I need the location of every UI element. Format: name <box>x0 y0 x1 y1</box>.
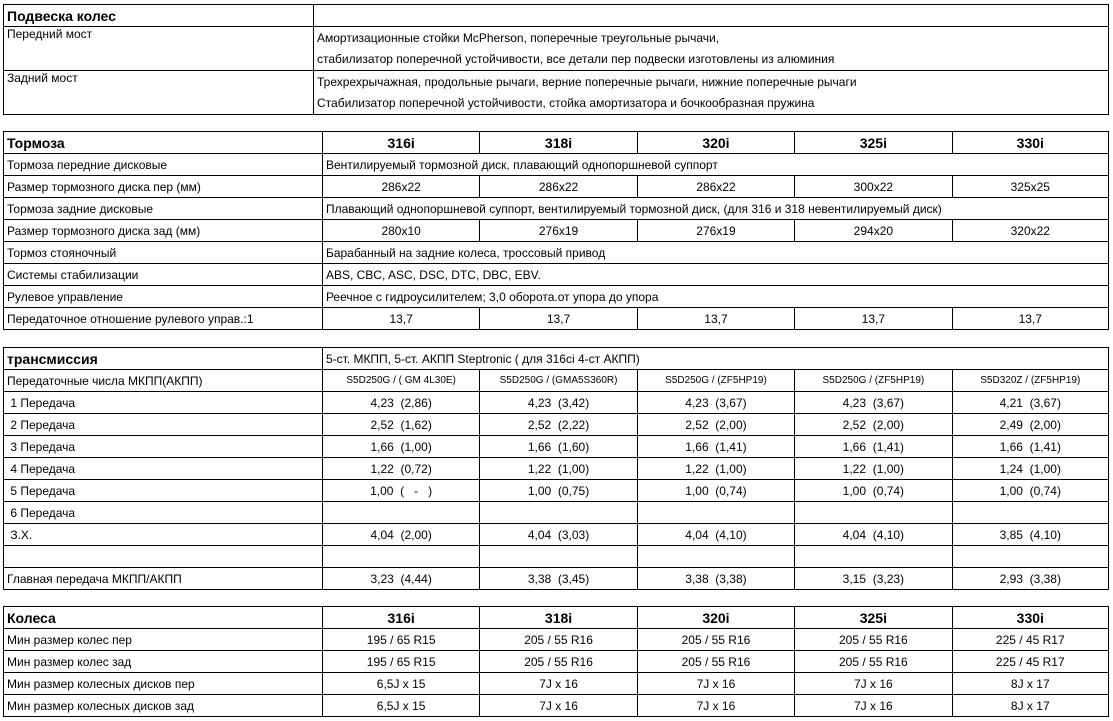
gear-value: 1,22 (1,00) <box>795 458 952 480</box>
gear-value: 1,66 (1,41) <box>952 436 1108 458</box>
wheels-title: Колеса <box>4 607 323 629</box>
gear-value: 4,23 (3,42) <box>480 392 637 414</box>
gear-ratios-label: Передаточные числа МКПП(АКПП) <box>4 370 323 392</box>
wheel-value: 205 / 55 R16 <box>480 651 637 673</box>
gear-value: 4,23 (3,67) <box>795 392 952 414</box>
front-disc-size-label: Размер тормозного диска пер (мм) <box>4 176 323 198</box>
front-disc-size: 325x25 <box>952 176 1108 198</box>
gear-value: 4,23 (2,86) <box>322 392 479 414</box>
gear-value: 1,66 (1,41) <box>795 436 952 458</box>
gear-value: 1,66 (1,41) <box>637 436 794 458</box>
wheel-value: 8J x 17 <box>952 673 1108 695</box>
wheel-value: 7J x 16 <box>637 673 794 695</box>
wheel-row <box>4 673 1109 695</box>
steering-ratio: 13,7 <box>795 308 952 330</box>
gear-value: 4,21 (3,67) <box>952 392 1108 414</box>
gear-row-label: 6 Передача <box>4 502 323 524</box>
wheel-row-label: Мин размер колесных дисков пер <box>4 673 323 695</box>
wheels-model-header: 318i <box>480 607 637 629</box>
wheel-row <box>4 695 1109 717</box>
wheel-value: 7J x 16 <box>480 695 637 717</box>
wheel-value: 7J x 16 <box>637 695 794 717</box>
steering-ratio-label: Передаточное отношение рулевого управ.:1 <box>4 308 323 330</box>
gear-value: 2,52 (2,00) <box>795 414 952 436</box>
rear-disc-size: 276x19 <box>480 220 637 242</box>
wheel-row-label: Мин размер колесных дисков зад <box>4 695 323 717</box>
brakes-model-header: 316i <box>322 132 479 154</box>
wheel-value: 7J x 16 <box>795 695 952 717</box>
wheels-model-header: 316i <box>322 607 479 629</box>
gear-value: 3,38 (3,45) <box>480 568 637 590</box>
steering-ratio: 13,7 <box>952 308 1108 330</box>
wheel-row <box>4 651 1109 673</box>
stabilization-text: ABS, CBC, ASC, DSC, DTC, DBC, EBV. <box>322 264 1108 286</box>
gear-value: 3,15 (3,23) <box>795 568 952 590</box>
gear-value: 1,00 (0,75) <box>480 480 637 502</box>
gear-value: 1,00 (0,74) <box>952 480 1108 502</box>
steering-label: Рулевое управление <box>4 286 323 308</box>
gear-value: 3,85 (4,10) <box>952 524 1108 546</box>
rear-disc-size: 320x22 <box>952 220 1108 242</box>
gear-value: 1,00 (0,74) <box>795 480 952 502</box>
gear-value: 2,93 (3,38) <box>952 568 1108 590</box>
wheel-value: 225 / 45 R17 <box>952 629 1108 651</box>
brakes-model-header: 330i <box>952 132 1108 154</box>
gear-row <box>4 546 1109 568</box>
rear-axle-text-2: Стабилизатор поперечной устойчивости, стойка амортизатора и бочкообразная пружина <box>314 93 1109 115</box>
brakes-table <box>3 131 1109 330</box>
rear-disc-size-label: Размер тормозного диска зад (мм) <box>4 220 323 242</box>
gear-value: 4,04 (4,10) <box>637 524 794 546</box>
wheel-value: 225 / 45 R17 <box>952 651 1108 673</box>
gear-row <box>4 436 1109 458</box>
wheels-table <box>3 606 1109 717</box>
gear-row <box>4 414 1109 436</box>
rear-axle-label: Задний мост <box>4 71 314 115</box>
gear-row-label: 5 Передача <box>4 480 323 502</box>
gear-value: 4,04 (3,03) <box>480 524 637 546</box>
wheel-value: 205 / 55 R16 <box>795 629 952 651</box>
gear-row-label: 2 Передача <box>4 414 323 436</box>
transmission-table <box>3 347 1109 590</box>
suspension-title: Подвеска колес <box>4 5 314 27</box>
transmission-title: трансмиссия <box>4 348 323 370</box>
gear-row <box>4 568 1109 590</box>
gear-value: 1,22 (0,72) <box>322 458 479 480</box>
rear-disc-size: 280x10 <box>322 220 479 242</box>
gear-value <box>322 502 479 524</box>
gear-row-label: 1 Передача <box>4 392 323 414</box>
gear-value: 1,22 (1,00) <box>480 458 637 480</box>
wheel-value: 8J x 17 <box>952 695 1108 717</box>
gear-row-label <box>4 546 323 568</box>
gear-value: 4,04 (2,00) <box>322 524 479 546</box>
rear-disc-size: 294x20 <box>795 220 952 242</box>
gearbox-code: S5D250G / (ZF5HP19) <box>795 370 952 392</box>
wheel-row-label: Мин размер колес зад <box>4 651 323 673</box>
rear-disc-size: 276x19 <box>637 220 794 242</box>
transmission-subtitle: 5-ст. МКПП, 5-ст. АКПП Steptronic ( для 316ci 4-ст АКПП) <box>322 348 1108 370</box>
wheels-model-header: 320i <box>637 607 794 629</box>
gear-row <box>4 480 1109 502</box>
gear-value: 3,38 (3,38) <box>637 568 794 590</box>
gear-row <box>4 392 1109 414</box>
gearbox-code: S5D250G / ( GM 4L30E) <box>322 370 479 392</box>
gear-row-label: З.Х. <box>4 524 323 546</box>
gear-value: 1,00 (0,74) <box>637 480 794 502</box>
wheel-value: 7J x 16 <box>795 673 952 695</box>
gear-value: 1,66 (1,60) <box>480 436 637 458</box>
gear-row <box>4 524 1109 546</box>
gear-value: 2,52 (2,00) <box>637 414 794 436</box>
gear-value: 2,52 (2,22) <box>480 414 637 436</box>
gear-value: 2,52 (1,62) <box>322 414 479 436</box>
front-axle-text-2: стабилизатор поперечной устойчивости, все детали пер подвески изготовлены из алюминия <box>314 49 1109 71</box>
gearbox-code: S5D250G / (GMA5S360R) <box>480 370 637 392</box>
gearbox-code: S5D320Z / (ZF5HP19) <box>952 370 1108 392</box>
rear-disc-text: Плавающий однопоршневой суппорт, вентилируемый тормозной диск, (для 316 и 318 невентилируемый диск) <box>322 198 1108 220</box>
gear-value <box>795 546 952 568</box>
wheel-value: 205 / 55 R16 <box>637 629 794 651</box>
wheel-value: 205 / 55 R16 <box>637 651 794 673</box>
gear-row-label: 3 Передача <box>4 436 323 458</box>
suspension-title-blank <box>314 5 1109 27</box>
front-disc-size: 286x22 <box>322 176 479 198</box>
wheel-value: 6,5J x 15 <box>322 695 479 717</box>
gear-value: 1,00 ( - ) <box>322 480 479 502</box>
gear-value: 2,49 (2,00) <box>952 414 1108 436</box>
gear-value <box>795 502 952 524</box>
wheel-value: 205 / 55 R16 <box>795 651 952 673</box>
gear-value <box>480 502 637 524</box>
gear-value <box>952 546 1108 568</box>
front-disc-size: 300x22 <box>795 176 952 198</box>
wheels-model-header: 330i <box>952 607 1108 629</box>
steering-ratio: 13,7 <box>480 308 637 330</box>
brakes-model-header: 325i <box>795 132 952 154</box>
wheel-value: 7J x 16 <box>480 673 637 695</box>
stabilization-label: Системы стабилизации <box>4 264 323 286</box>
suspension-table <box>3 4 1109 115</box>
brakes-model-header: 318i <box>480 132 637 154</box>
rear-disc-label: Тормоза задние дисковые <box>4 198 323 220</box>
wheel-row-label: Мин размер колес пер <box>4 629 323 651</box>
gear-row-label: 4 Передача <box>4 458 323 480</box>
wheel-value: 195 / 65 R15 <box>322 629 479 651</box>
gear-value <box>952 502 1108 524</box>
parking-brake-label: Тормоз стояночный <box>4 242 323 264</box>
gear-row <box>4 458 1109 480</box>
gear-row-label: Главная передача МКПП/АКПП <box>4 568 323 590</box>
wheel-value: 6,5J x 15 <box>322 673 479 695</box>
wheel-value: 195 / 65 R15 <box>322 651 479 673</box>
gear-value: 3,23 (4,44) <box>322 568 479 590</box>
parking-brake-text: Барабанный на задние колеса, троссовый привод <box>322 242 1108 264</box>
wheel-row <box>4 629 1109 651</box>
gear-value: 1,66 (1,00) <box>322 436 479 458</box>
wheels-model-header: 325i <box>795 607 952 629</box>
gear-value <box>322 546 479 568</box>
gear-value: 1,22 (1,00) <box>637 458 794 480</box>
brakes-model-header: 320i <box>637 132 794 154</box>
gear-value <box>637 546 794 568</box>
front-disc-label: Тормоза передние дисковые <box>4 154 323 176</box>
gear-value: 4,23 (3,67) <box>637 392 794 414</box>
gear-value <box>637 502 794 524</box>
gear-value: 1,24 (1,00) <box>952 458 1108 480</box>
gear-value: 4,04 (4,10) <box>795 524 952 546</box>
wheel-value: 205 / 55 R16 <box>480 629 637 651</box>
gear-value <box>480 546 637 568</box>
gear-row <box>4 502 1109 524</box>
front-axle-text-1: Амортизационные стойки McPherson, поперечные треугольные рычачи, <box>314 27 1109 49</box>
front-disc-size: 286x22 <box>480 176 637 198</box>
front-axle-label: Передний мост <box>4 27 314 71</box>
front-disc-size: 286x22 <box>637 176 794 198</box>
brakes-title: Тормоза <box>4 132 323 154</box>
steering-ratio: 13,7 <box>637 308 794 330</box>
rear-axle-text-1: Трехрехрычажная, продольные рычаги, верние поперечные рычаги, нижние поперечные рычаги <box>314 71 1109 93</box>
gearbox-code: S5D250G / (ZF5HP19) <box>637 370 794 392</box>
front-disc-text: Вентилируемый тормозной диск, плавающий однопоршневой суппорт <box>322 154 1108 176</box>
steering-ratio: 13,7 <box>322 308 479 330</box>
steering-text: Реечное с гидроусилителем; 3,0 оборота.от упора до упора <box>322 286 1108 308</box>
